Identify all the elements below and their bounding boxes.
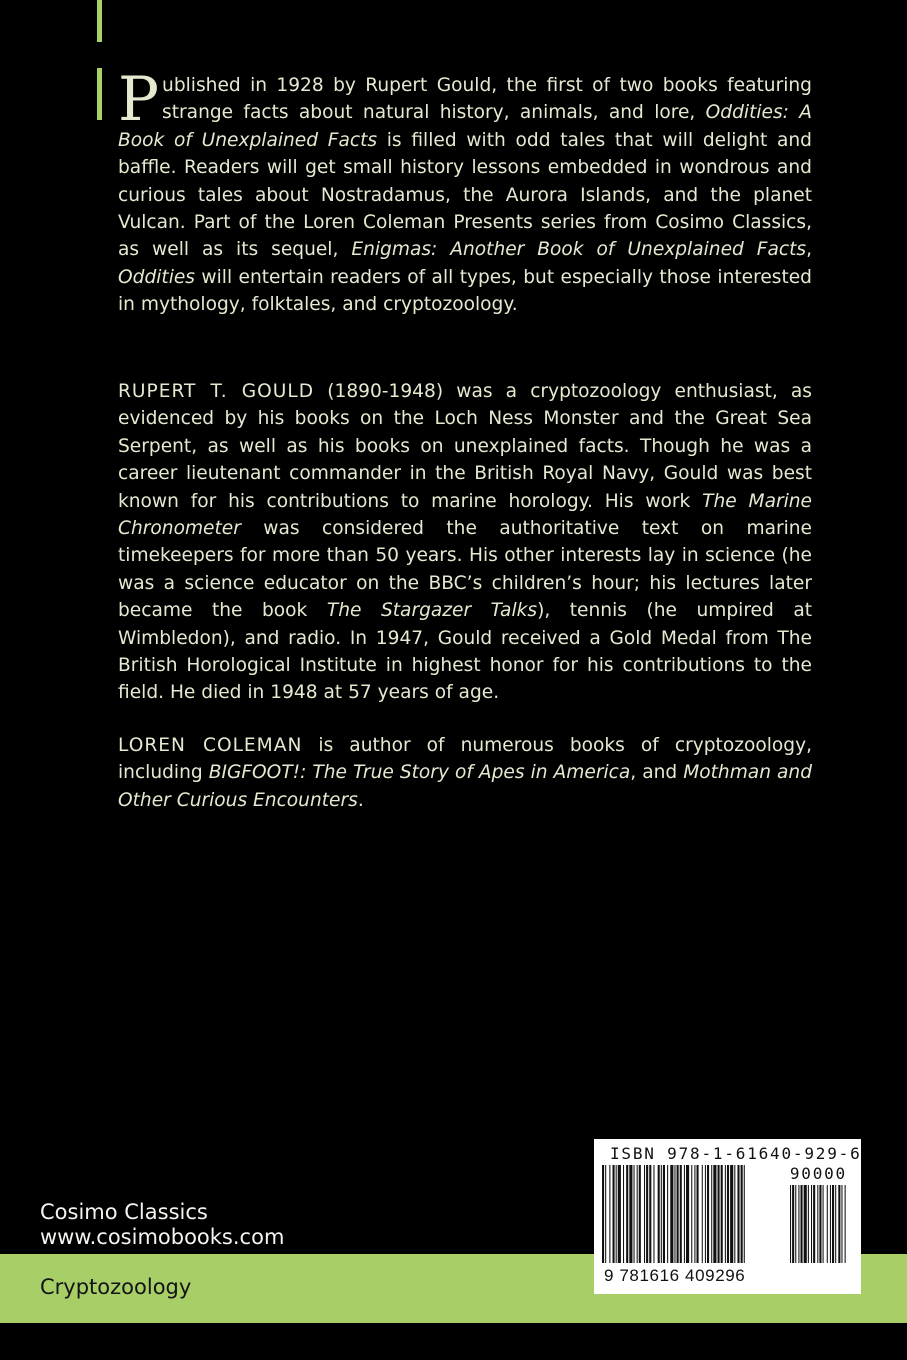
- addon-bar: [790, 1185, 791, 1263]
- addon-bar: [798, 1185, 799, 1263]
- bio2-text-3: .: [357, 789, 364, 811]
- barcode-bar: [626, 1165, 628, 1263]
- barcode-bar: [658, 1165, 660, 1263]
- publisher-url: www.cosimobooks.com: [40, 1225, 285, 1249]
- barcode-bar: [653, 1165, 654, 1263]
- addon-bar: [835, 1185, 836, 1263]
- addon-bar: [792, 1185, 794, 1263]
- bio2-title-bigfoot: BIGFOOT!: The True Story of Apes in America: [208, 762, 631, 784]
- addon-bar: [841, 1185, 842, 1263]
- bio-text-3: ), tennis (he umpired at Wimbledon), and radio. In 1947, Gould received a Gold Medal from The British Horological Institute in highest honor for his contributions to the field. He died in 1948 at 57 years of age.: [118, 600, 813, 704]
- bio-title-stargazer-talks: The Stargazer Talks: [326, 600, 538, 622]
- barcode-bar: [618, 1165, 621, 1263]
- barcode-bar: [661, 1165, 662, 1263]
- barcode-bar: [623, 1165, 624, 1263]
- addon-bar: [811, 1185, 812, 1263]
- barcode-bar: [686, 1165, 689, 1263]
- barcode-bar: [639, 1165, 641, 1263]
- accent-bar-drop-cap: [97, 68, 102, 120]
- barcode-bar: [694, 1165, 695, 1263]
- barcode-bar: [684, 1165, 685, 1263]
- author-bio-coleman: [118, 732, 812, 814]
- barcode-bar: [734, 1165, 735, 1263]
- addon-bar: [823, 1185, 824, 1263]
- blurb-text-4: will entertain readers of all types, but especially those interested in mythology, folktales, and cryptozoology.: [118, 266, 812, 316]
- barcode-bar: [644, 1165, 645, 1263]
- barcode-bar: [691, 1165, 692, 1263]
- barcode-bar: [605, 1165, 606, 1263]
- barcode-bar: [705, 1165, 706, 1263]
- addon-bar: [813, 1185, 815, 1263]
- barcode-bar: [718, 1165, 720, 1263]
- bio-text-1: (1890-1948) was a cryptozoology enthusiast, as evidenced by his books on the Loch Ness Monster and the Great Sea Serpent, as well as his books on unexplained facts. Though he was a career lieutenant commander in the British Royal Navy, Gould was best known for his contributions to marine horology. His work: [118, 381, 812, 512]
- price-code: 90000: [789, 1164, 847, 1183]
- addon-bar: [819, 1185, 821, 1263]
- barcode-bar: [637, 1165, 638, 1263]
- barcode-bar: [737, 1165, 739, 1263]
- addon-bar: [845, 1185, 846, 1263]
- barcode-bar: [634, 1165, 635, 1263]
- barcode-bar: [602, 1165, 604, 1263]
- addon-bar: [801, 1185, 803, 1263]
- barcode-bar: [741, 1165, 743, 1263]
- barcode-bar: [670, 1165, 673, 1263]
- barcode-bar: [616, 1165, 617, 1263]
- addon-bar: [832, 1185, 834, 1263]
- bio2-text-2: , and: [630, 762, 684, 784]
- barcode-bar: [609, 1165, 610, 1263]
- barcode-bar: [680, 1165, 682, 1263]
- barcode-bar: [677, 1165, 679, 1263]
- barcode-bar: [721, 1165, 723, 1263]
- book-blurb: [118, 64, 812, 319]
- addon-bar: [838, 1185, 840, 1263]
- barcode-bar: [629, 1165, 632, 1263]
- barcode-bar: [727, 1165, 729, 1263]
- barcode-bar: [711, 1165, 712, 1263]
- addon-bar: [795, 1185, 796, 1263]
- author-name-coleman: LOREN COLEMAN: [118, 735, 303, 756]
- barcode-bar: [697, 1165, 699, 1263]
- barcode-bar: [663, 1165, 665, 1263]
- addon-bar: [808, 1185, 809, 1263]
- addon-bar: [827, 1185, 828, 1263]
- blurb-text-3: ,: [806, 239, 812, 261]
- category-label: Cryptozoology: [40, 1275, 192, 1299]
- barcode-bar: [744, 1165, 745, 1263]
- bio2-title-mothman: Mothman and Other Curious Encounters: [118, 762, 812, 811]
- blurb-title-oddities-full: Oddities: A Book of Unexplained Facts: [118, 102, 812, 151]
- blurb-text-2: is filled with odd tales that will delight and baffle. Readers will get small history lessons embedded in wondrous and curious tales about Nostradamus, the Aurora Islands, and the planet Vulcan. Part of the Loren Coleman Presents series from Cosimo Classics, as well as its sequel,: [118, 129, 812, 261]
- barcode-bar: [713, 1165, 716, 1263]
- author-name-gould: RUPERT T. GOULD: [118, 381, 315, 402]
- publisher-block: [40, 1200, 284, 1250]
- blurb-title-oddities: Oddities: [118, 266, 195, 288]
- barcode-bar: [613, 1165, 615, 1263]
- accent-bar-top: [97, 0, 102, 42]
- ean-digits: 9 781616 409296: [604, 1266, 746, 1285]
- drop-cap: P: [118, 64, 160, 135]
- blurb-text-1: ublished in 1928 by Rupert Gould, the first of two books featuring strange facts about natural history, animals, and lore,: [162, 75, 812, 124]
- barcode-bar: [649, 1165, 651, 1263]
- barcode-bar: [730, 1165, 733, 1263]
- isbn-barcode: [594, 1139, 861, 1294]
- blurb-title-enigmas: Enigmas: Another Book of Unexplained Facts: [351, 239, 807, 261]
- addon-bar: [817, 1185, 818, 1263]
- barcode-bar: [725, 1165, 726, 1263]
- barcode-bar: [707, 1165, 709, 1263]
- bio-text-2: was considered the authoritative text on marine timekeepers for more than 50 years. His other interests lay in science (he was a science educator on the BBC’s children’s hour; his lectures later became the book: [118, 518, 812, 622]
- addon-bar: [804, 1185, 807, 1263]
- author-bio-gould: [118, 378, 812, 707]
- bio-title-marine-chronometer: The Marine Chronometer: [118, 490, 812, 540]
- isbn-label: ISBN 978-1-61640-929-6: [610, 1144, 862, 1163]
- barcode-bar: [646, 1165, 648, 1263]
- barcode-bar: [674, 1165, 675, 1263]
- barcode-bar: [702, 1165, 703, 1263]
- publisher-name: Cosimo Classics: [40, 1200, 208, 1224]
- bio2-text-1: is author of numerous books of cryptozoology, including: [118, 735, 812, 784]
- addon-bar: [830, 1185, 831, 1263]
- barcode-bar: [667, 1165, 668, 1263]
